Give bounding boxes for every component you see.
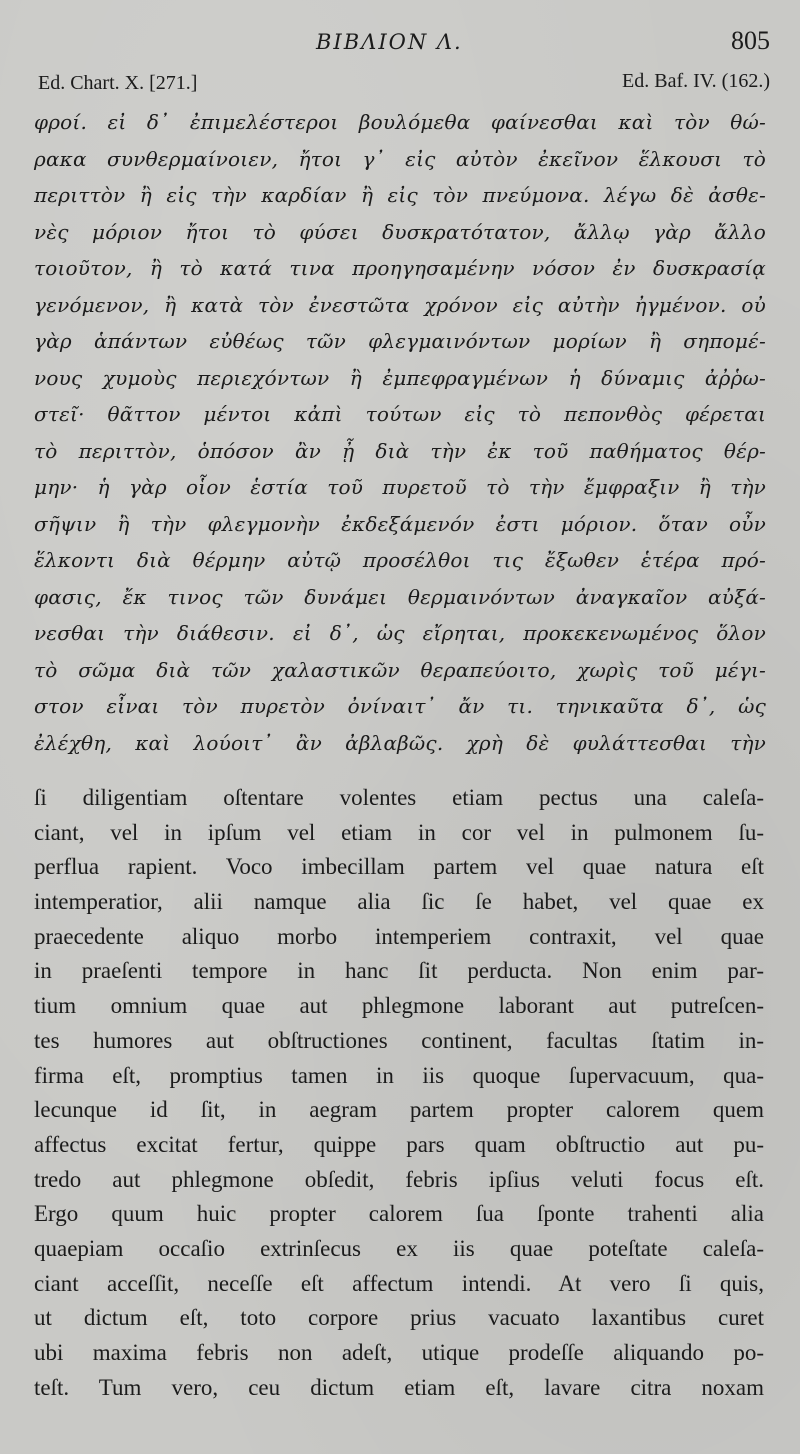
running-head xyxy=(0,26,800,60)
greek-line: σῆψιν ἢ τὴν φλεγμονὴν ἐκδεξάμενόν ἐστι μόριον. ὅταν οὖν xyxy=(34,511,766,536)
greek-line: περιττὸν ἢ εἰς τὴν καρδίαν ἢ εἰς τὸν πνεύμονα. λέγω δὲ ἀσθε- xyxy=(34,183,766,207)
greek-line: φασις, ἔκ τινος τῶν δυνάμει θερμαινόντων ἀναγκαῖον αὐξά- xyxy=(34,584,766,609)
edition-references xyxy=(0,70,800,98)
latin-line: tium omnium quae aut phlegmone laborant aut putreſcen- xyxy=(34,993,764,1019)
greek-line: φροί. εἰ δ᾽ ἐπιμελέστεροι βουλόμεθα φαίνεσθαι καὶ τὸν θώ- xyxy=(34,110,766,134)
latin-text-block xyxy=(34,781,764,1405)
latin-line: ſi diligentiam oſtentare volentes etiam pectus una caleſa- xyxy=(34,785,764,810)
greek-line: νεσθαι τὴν διάθεσιν. εἰ δ᾽, ὡς εἴρηται, προκεκενωμένος ὅλον xyxy=(34,621,766,645)
greek-line: ρακα συνθερμαίνοιεν, ἤτοι γ᾽ εἰς αὐτὸν ἐκεῖνον ἕλκουσι τὸ xyxy=(34,146,766,171)
greek-line: τὸ περιττὸν, ὁπόσον ἂν ᾖ διὰ τὴν ἐκ τοῦ παθήματος θέρ- xyxy=(34,438,766,463)
greek-line: τοιοῦτον, ἢ τὸ κατά τινα προηγησαμένην νόσον ἐν δυσκρασίᾳ xyxy=(34,256,766,280)
latin-line: tredo aut phlegmone obſedit, febris ipſius veluti focus eſt. xyxy=(34,1166,764,1192)
edition-reference-basel: Ed. Baf. IV. (162.) xyxy=(622,70,770,92)
edition-reference-chartier: Ed. Chart. X. [271.] xyxy=(38,72,198,94)
latin-line: tes humores aut obſtructiones continent, facultas ſtatim in- xyxy=(34,1027,764,1053)
latin-line: perflua rapient. Voco imbecillam partem vel quae natura eſt xyxy=(34,854,764,880)
greek-line: μην· ἡ γὰρ οἷον ἑστία τοῦ πυρετοῦ τὸ τὴν ἔμφραξιν ἢ τὴν xyxy=(34,475,766,499)
greek-line: τὸ σῶμα διὰ τῶν χαλαστικῶν θεραπεύοιτο, χωρὶς τοῦ μέγι- xyxy=(34,657,766,682)
latin-line: firma eſt, promptius tamen in iis quoque ſupervacuum, qua- xyxy=(34,1062,764,1088)
latin-line: ciant acceſſit, neceſſe eſt affectum intendi. At vero ſi quis, xyxy=(34,1270,764,1296)
running-title: BIBΛION Λ. xyxy=(316,30,463,54)
greek-line: γενόμενον, ἢ κατὰ τὸν ἐνεστῶτα χρόνον εἰς αὐτὴν ἠγμένον. οὐ xyxy=(34,292,766,317)
page-number: 805 xyxy=(731,26,770,55)
latin-line: lecunque id ſit, in aegram partem propter calorem quem xyxy=(34,1097,764,1123)
greek-line: στεῖ· θᾶττον μέντοι κἀπὶ τούτων εἰς τὸ πεπονθὸς φέρεται xyxy=(34,402,766,426)
greek-text-block xyxy=(34,104,766,761)
latin-line: ut dictum eſt, toto corpore prius vacuato laxantibus curet xyxy=(34,1305,764,1331)
latin-line: in praeſenti tempore in hanc ſit perducta. Non enim par- xyxy=(34,958,764,984)
latin-line: quaepiam occaſio extrinſecus ex iis quae poteſtate caleſa- xyxy=(34,1235,764,1261)
latin-line: teſt. Tum vero, ceu dictum etiam eſt, lavare citra noxam xyxy=(34,1374,764,1400)
latin-line: ciant, vel in ipſum vel etiam in cor vel in pulmonem ſu- xyxy=(34,819,764,845)
latin-line: praecedente aliquo morbo intemperiem contraxit, vel quae xyxy=(34,923,764,949)
greek-line: γὰρ ἁπάντων εὐθέως τῶν φλεγμαινόντων μορίων ἢ σηπομέ- xyxy=(34,329,766,353)
greek-line: ἕλκοντι διὰ θέρμην αὐτῷ προσέλθοι τις ἔξωθεν ἑτέρα πρό- xyxy=(34,548,766,572)
latin-line: ubi maxima febris non adeſt, utique prodeſſe aliquando po- xyxy=(34,1340,764,1365)
greek-line: στον εἶναι τὸν πυρετὸν ὀνίναιτ᾽ ἄν τι. τηνικαῦτα δ᾽, ὡς xyxy=(34,694,766,718)
latin-line: intemperatior, alii namque alia ſic ſe habet, vel quae ex xyxy=(34,889,764,915)
greek-line: νὲς μόριον ἤτοι τὸ φύσει δυσκρατότατον, ἄλλῳ γὰρ ἄλλο xyxy=(34,219,766,244)
greek-line: νους χυμοὺς περιεχόντων ἢ ἐμπεφραγμένων ἡ δύναμις ἀῤῥω- xyxy=(34,365,766,390)
latin-line: affectus excitat fertur, quippe pars quam obſtructio aut pu- xyxy=(34,1131,764,1157)
greek-line: ἐλέχθη, καὶ λούοιτ᾽ ἂν ἀβλαβῶς. χρὴ δὲ φυλάττεσθαι τὴν xyxy=(34,730,766,755)
latin-line: Ergo quum huic propter calorem ſua ſponte trahenti alia xyxy=(34,1201,764,1227)
